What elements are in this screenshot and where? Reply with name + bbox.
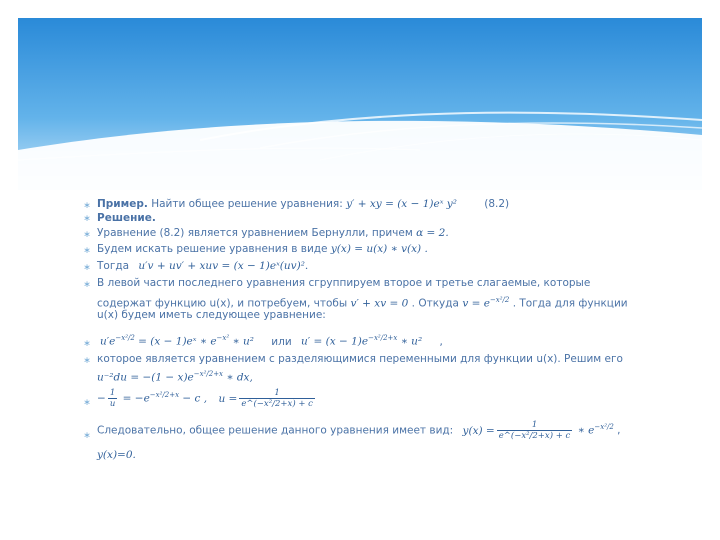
u-eq-part-e: ∗ u² xyxy=(400,335,423,348)
alpha-value: α = 2. xyxy=(416,227,449,239)
bernoulli-equation: y′ + xy = (x − 1)eˣ y² xyxy=(346,198,457,210)
v-solution: v = e xyxy=(462,297,490,310)
u-eq-part-a: u′e xyxy=(100,335,116,348)
equation-number: (8.2) xyxy=(484,198,510,210)
integrated-eq-b: = −e xyxy=(122,392,150,405)
general-solution-comma: , xyxy=(617,424,621,437)
general-solution-factor: ∗ e xyxy=(577,424,595,437)
bullet-icon: ∗ xyxy=(83,263,91,273)
bernoulli-line xyxy=(97,227,449,239)
general-solution-fraction xyxy=(497,420,573,441)
example-text: Найти общее решение уравнения: xyxy=(151,198,343,210)
expanded-equation: u′v + uv′ + xuv = (x − 1)eˣ(uv)². xyxy=(138,260,309,272)
bullet-icon: ∗ xyxy=(83,214,91,224)
condition-text-a: содержат функцию u(x), и потребуем, чтобы xyxy=(97,297,348,310)
bullet-icon: ∗ xyxy=(83,431,91,441)
u-eq-exp-b: −x² xyxy=(216,334,230,342)
u-eq-part-c: ∗ u² xyxy=(232,335,254,348)
substitution-line xyxy=(97,243,428,255)
example-line xyxy=(97,198,509,210)
u-eq-exp-d: −x²/2+x xyxy=(368,334,398,342)
grouping-text: В левой части последнего уравнения сгруппируем второе и третье слагаемые, которые xyxy=(97,277,591,289)
solution-label: Решение. xyxy=(97,212,156,224)
general-solution-text: Следовательно, общее решение данного уравнения имеет вид: xyxy=(97,424,454,437)
fraction-numerator: 1 xyxy=(497,420,573,431)
or-text: или xyxy=(271,335,292,348)
condition-text-b: . Откуда xyxy=(411,297,459,310)
separated-equation-line xyxy=(97,370,253,384)
u-solution-lhs: u = xyxy=(218,392,238,405)
integrated-exp: −x²/2+x xyxy=(149,391,180,399)
bullet-icon: ∗ xyxy=(83,398,91,408)
then-line xyxy=(97,260,308,272)
one-over-u xyxy=(108,388,117,409)
fraction-numerator: 1 xyxy=(239,388,315,399)
minus-sign: − xyxy=(97,392,106,405)
v-exponent: −x²/2 xyxy=(489,296,510,304)
substitution-text: Будем искать решение уравнения в виде xyxy=(97,243,328,255)
u-eq-part-d: u′ = (x − 1)e xyxy=(301,335,369,348)
separable-text: которое является уравнением с разделяющимися переменными для функции u(x). Решим его xyxy=(97,353,623,365)
u-solution-fraction xyxy=(239,388,315,409)
example-label: Пример. xyxy=(97,198,148,210)
fraction-denominator: u xyxy=(109,399,116,409)
integrated-eq-c: − c , xyxy=(182,392,208,405)
bullet-icon: ∗ xyxy=(83,339,91,349)
u-equation-line xyxy=(100,334,443,348)
general-solution-exp: −x²/2 xyxy=(594,423,614,431)
fraction-numerator: 1 xyxy=(108,388,117,399)
v-equation: v′ + xv = 0 xyxy=(350,297,409,310)
fraction-denominator: e^(−x²/2+x) + c xyxy=(498,431,571,441)
substitution-equation: y(x) = u(x) ∗ v(x) . xyxy=(330,243,428,255)
general-solution-lhs: y(x) = xyxy=(462,424,495,437)
u-eq-exp-a: −x²/2 xyxy=(115,334,135,342)
trivial-solution: y(x)=0. xyxy=(97,449,136,461)
then-text: Тогда xyxy=(97,260,130,272)
bullet-icon: ∗ xyxy=(83,246,91,256)
condition-line xyxy=(97,296,628,310)
general-solution-line xyxy=(97,420,621,441)
u-eq-part-b: = (x − 1)eˣ ∗ e xyxy=(138,335,217,348)
fraction-denominator: e^(−x²/2+x) + c xyxy=(241,399,313,409)
bullet-icon: ∗ xyxy=(83,280,91,290)
u-eq-comma: , xyxy=(439,335,443,348)
separated-eq-b: ∗ dx, xyxy=(226,371,253,384)
u-equation-intro: u(x) будем иметь следующее уравнение: xyxy=(97,309,326,321)
bullet-icon: ∗ xyxy=(83,201,91,211)
condition-text-c: . Тогда для функции xyxy=(512,297,628,310)
separated-eq-exp: −x²/2+x xyxy=(193,370,224,378)
bullet-icon: ∗ xyxy=(83,356,91,366)
integrated-line xyxy=(97,388,317,409)
bullet-icon: ∗ xyxy=(83,230,91,240)
bernoulli-text: Уравнение (8.2) является уравнением Бернулли, причем xyxy=(97,227,413,239)
separated-eq-a: u⁻²du = −(1 − x)e xyxy=(97,371,194,384)
